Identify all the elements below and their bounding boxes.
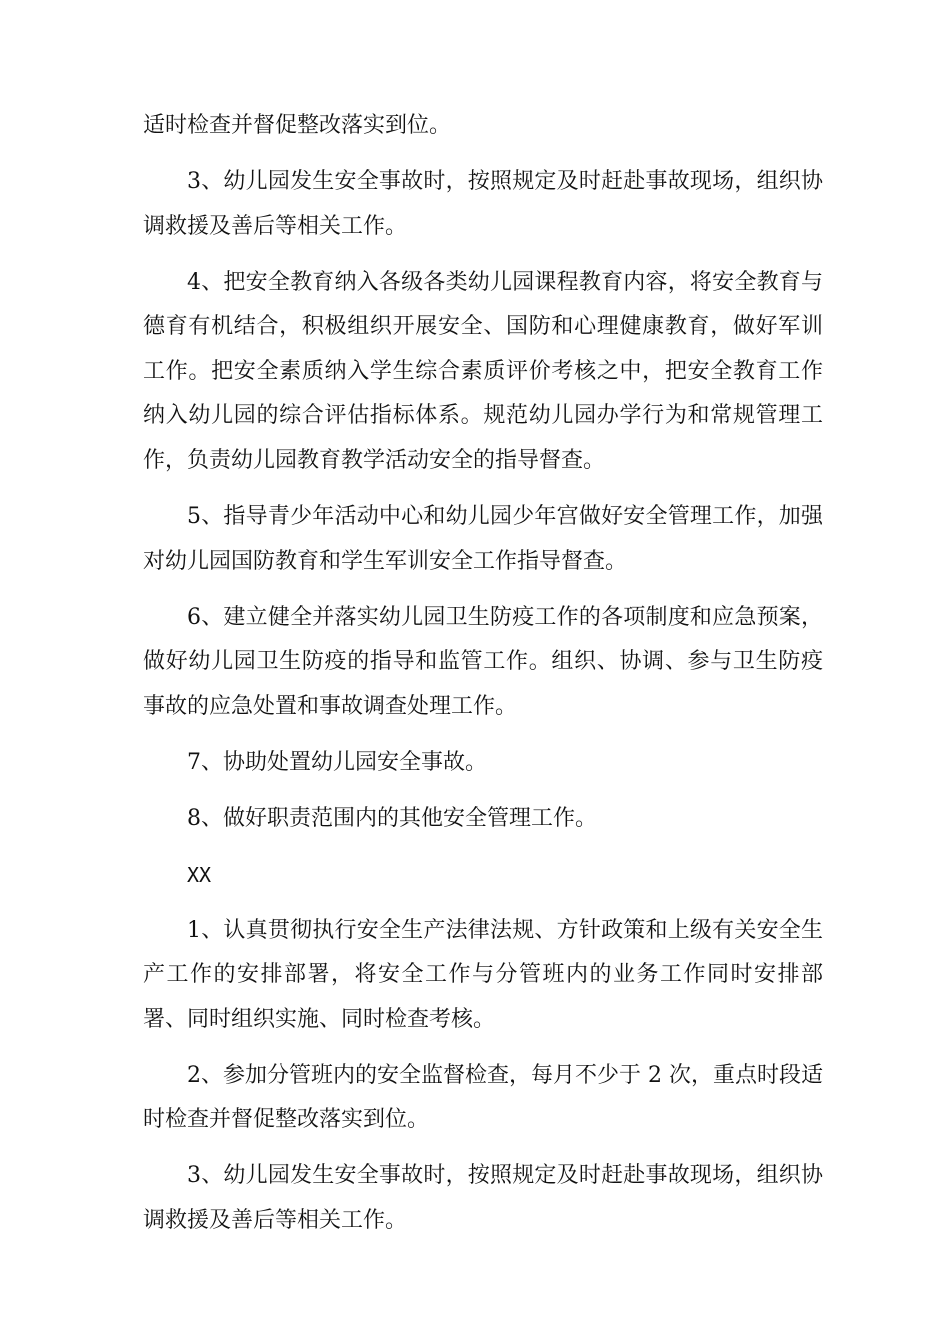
paragraph-item-7: 7、协助处置幼儿园安全事故。 [187, 749, 487, 775]
paragraph-item-8: 8、做好职责范围内的其他安全管理工作。 [187, 805, 597, 831]
paragraph-continuation: 适时检查并督促整改落实到位。 [143, 113, 452, 138]
document-body [143, 104, 823, 1255]
paragraph-item-4: 4、把安全教育纳入各级各类幼儿园课程教育内容，将安全教育与德育有机结合，积极组织开展安全、国防和心理健康教育，做好军训工作。把安全素质纳入学生综合素质评价考核之中，把安全教育工作纳入幼儿园的综合评估指标体系。规范幼儿园办学行为和常规管理工作，负责幼儿园教育教学活动安全的指导督查。 [143, 269, 823, 473]
paragraph-item-6: 6、建立健全并落实幼儿园卫生防疫工作的各项制度和应急预案，做好幼儿园卫生防疫的指导和监管工作。组织、协调、参与卫生防疫事故的应急处置和事故调查处理工作。 [143, 604, 823, 719]
paragraph-section-item-3: 3、幼儿园发生安全事故时，按照规定及时赶赴事故现场，组织协调救援及善后等相关工作。 [143, 1163, 823, 1233]
paragraph-item-3: 3、幼儿园发生安全事故时，按照规定及时赶赴事故现场，组织协调救援及善后等相关工作。 [143, 168, 823, 239]
section-heading: XX [187, 862, 212, 887]
paragraph-item-5: 5、指导青少年活动中心和幼儿园少年宫做好安全管理工作，加强对幼儿园国防教育和学生军训安全工作指导督查。 [143, 503, 823, 574]
paragraph-section-item-2: 2、参加分管班内的安全监督检查，每月不少于 2 次，重点时段适时检查并督促整改落实到位。 [143, 1062, 823, 1133]
paragraph-section-item-1: 1、认真贯彻执行安全生产法律法规、方针政策和上级有关安全生产工作的安排部署，将安全工作与分管班内的业务工作同时安排部署、同时组织实施、同时检查考核。 [143, 917, 823, 1032]
